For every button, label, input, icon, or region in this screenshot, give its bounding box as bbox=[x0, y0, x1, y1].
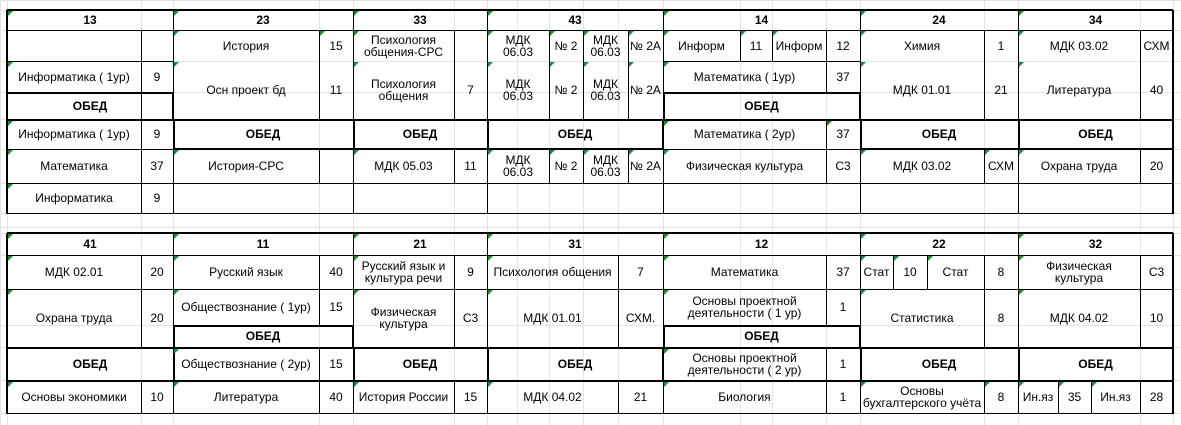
group-header-41[interactable]: 41 bbox=[83, 237, 97, 251]
cell-comment-marker bbox=[488, 31, 493, 36]
schedule-cell-23-p2[interactable]: Осн проект бд bbox=[206, 83, 286, 97]
room-cell-13-p3[interactable]: 9 bbox=[153, 127, 161, 141]
schedule-cell-41-p2[interactable]: Охрана труда bbox=[35, 311, 113, 325]
schedule-cell-31-p2[interactable]: МДК 01.01 bbox=[523, 311, 582, 325]
schedule-cell-12-p3[interactable]: Основы проектной деятельности ( 2 ур) bbox=[687, 350, 802, 377]
schedule-cell-12-p2[interactable]: Основы проектной деятельности ( 1 ур) bbox=[687, 294, 802, 320]
cell-comment-marker bbox=[488, 11, 493, 16]
cell-comment-marker bbox=[8, 150, 13, 155]
cell-comment-marker bbox=[1019, 150, 1024, 155]
room-cell-43-p1-b[interactable]: № 2А bbox=[630, 38, 661, 53]
table-border bbox=[628, 30, 629, 119]
table-border bbox=[7, 9, 1173, 11]
table-border bbox=[859, 325, 861, 347]
schedule-cell-11-p1[interactable]: Русский язык bbox=[209, 265, 283, 279]
lunch-cell-23[interactable]: ОБЕД bbox=[245, 127, 281, 141]
room-cell-32-p4-b[interactable]: 28 bbox=[1149, 389, 1164, 404]
cell-comment-marker bbox=[664, 31, 669, 36]
schedule-cell-22-p1-a[interactable]: Стат bbox=[863, 265, 890, 279]
gridline-horizontal bbox=[0, 227, 1181, 228]
room-cell-11-p1[interactable]: 40 bbox=[329, 265, 343, 279]
cell-comment-marker bbox=[629, 62, 634, 67]
lunch-cell-13[interactable]: ОБЕД bbox=[72, 98, 108, 113]
lunch-cell-14[interactable]: ОБЕД bbox=[744, 98, 779, 113]
room-cell-11-p3[interactable]: 15 bbox=[329, 356, 343, 371]
table-border bbox=[141, 30, 142, 213]
room-cell-14-p4[interactable]: С3 bbox=[835, 159, 851, 173]
empty-row-cells[interactable] bbox=[173, 183, 1173, 213]
cell-comment-marker bbox=[584, 31, 589, 36]
cell-comment-marker bbox=[8, 234, 13, 239]
cell-comment-marker bbox=[861, 11, 866, 16]
cell-comment-marker bbox=[985, 382, 990, 387]
room-cell-12-p2[interactable]: 1 bbox=[839, 300, 847, 314]
room-cell-22-p1-a[interactable]: 10 bbox=[903, 265, 917, 279]
cell-comment-marker bbox=[488, 382, 493, 387]
schedule-cell-31-p1[interactable]: Психология общения bbox=[493, 265, 612, 279]
schedule-cell-24-p2[interactable]: МДК 01.01 bbox=[892, 83, 952, 97]
table-border bbox=[173, 325, 175, 347]
room-cell-31-p1[interactable]: 7 bbox=[637, 265, 644, 279]
schedule-cell-11-p3[interactable]: Обществознание ( 2ур) bbox=[181, 356, 311, 371]
cell-comment-marker bbox=[174, 31, 179, 36]
room-cell-13-p5[interactable]: 9 bbox=[153, 191, 161, 205]
schedule-cell-11-p4[interactable]: Литература bbox=[213, 389, 279, 404]
cell-comment-marker bbox=[8, 256, 13, 261]
table-border bbox=[7, 30, 1173, 31]
schedule-cell-33-p2[interactable]: Психология общения bbox=[371, 77, 436, 103]
table-border bbox=[860, 148, 1173, 150]
lunch-cell-22[interactable]: ОБЕД bbox=[921, 356, 957, 371]
table-border bbox=[7, 119, 173, 121]
table-border bbox=[1140, 149, 1141, 183]
cell-comment-marker bbox=[741, 31, 746, 36]
room-cell-31-p2[interactable]: СХМ. bbox=[625, 311, 656, 325]
room-cell-21-p1[interactable]: 9 bbox=[467, 265, 474, 279]
group-header-12[interactable]: 12 bbox=[754, 237, 769, 251]
cell-comment-marker bbox=[827, 121, 832, 126]
schedule-cell-21-p2[interactable]: Физическая культура bbox=[370, 305, 437, 331]
cell-comment-marker bbox=[8, 382, 13, 387]
table-border bbox=[663, 325, 860, 327]
cell-comment-marker bbox=[861, 62, 866, 67]
cell-comment-marker bbox=[664, 349, 669, 354]
room-cell-43-p4-a[interactable]: № 2 bbox=[554, 159, 578, 173]
table-border bbox=[1172, 233, 1174, 414]
cell-comment-marker bbox=[629, 31, 634, 36]
group-header-33[interactable]: 33 bbox=[413, 13, 427, 27]
cell-comment-marker bbox=[174, 62, 179, 67]
table-border bbox=[487, 347, 489, 380]
cell-comment-marker bbox=[584, 62, 589, 67]
cell-comment-marker bbox=[861, 382, 866, 387]
schedule-cell-24-p4[interactable]: МДК 03.02 bbox=[892, 159, 952, 173]
cell-comment-marker bbox=[174, 11, 179, 16]
cell-comment-marker bbox=[354, 150, 359, 155]
room-cell-14-p1-b[interactable]: 12 bbox=[836, 38, 850, 53]
table-border bbox=[454, 30, 455, 119]
schedule-cell-23-p4[interactable]: История-СРС bbox=[208, 159, 284, 173]
cell-comment-marker bbox=[550, 62, 555, 67]
lunch-cell-21[interactable]: ОБЕД bbox=[402, 356, 438, 371]
room-cell-43-p2-a[interactable]: № 2 bbox=[554, 83, 578, 97]
room-cell-11-p4[interactable]: 40 bbox=[329, 389, 343, 404]
room-cell-23-p1[interactable]: 15 bbox=[329, 38, 343, 53]
table-border bbox=[1140, 380, 1141, 413]
lunch-cell-24[interactable]: ОБЕД bbox=[921, 127, 957, 141]
room-cell-32-p4-a[interactable]: 35 bbox=[1067, 389, 1082, 404]
table-border bbox=[1018, 347, 1020, 380]
room-cell-14-p2[interactable]: 37 bbox=[836, 69, 850, 84]
cell-comment-marker bbox=[584, 150, 589, 155]
cell-comment-marker bbox=[1092, 382, 1097, 387]
table-border bbox=[1140, 255, 1141, 347]
room-cell-13-p2[interactable]: 9 bbox=[153, 69, 161, 84]
table-border bbox=[7, 380, 1173, 382]
table-border bbox=[7, 289, 1173, 290]
cell-comment-marker bbox=[894, 256, 899, 261]
cell-comment-marker bbox=[985, 150, 990, 155]
cell-comment-marker bbox=[1019, 31, 1024, 36]
schedule-cell-14-p4[interactable]: Физическая культура bbox=[685, 159, 804, 173]
schedule-cell-14-p2[interactable]: Математика ( 1ур) bbox=[693, 69, 796, 84]
cell-comment-marker bbox=[8, 290, 13, 295]
table-border bbox=[860, 119, 1173, 121]
cell-comment-marker bbox=[488, 290, 493, 295]
room-cell-23-p4[interactable] bbox=[319, 149, 353, 183]
cell-comment-marker bbox=[861, 234, 866, 239]
room-cell-33-p2[interactable]: 7 bbox=[467, 83, 474, 97]
room-cell-24-p2[interactable]: 21 bbox=[994, 83, 1008, 97]
cell-comment-marker bbox=[8, 11, 13, 16]
group-header-43[interactable]: 43 bbox=[568, 13, 582, 27]
schedule-cell-22-p1-b[interactable]: Стат bbox=[942, 265, 969, 279]
cell-comment-marker bbox=[773, 31, 778, 36]
table-border bbox=[319, 255, 320, 325]
room-cell-13-p4[interactable]: 37 bbox=[150, 159, 164, 173]
cell-comment-marker bbox=[664, 382, 669, 387]
table-border bbox=[7, 413, 1173, 414]
cell-comment-marker bbox=[488, 62, 493, 67]
lunch-cell-43[interactable]: ОБЕД bbox=[557, 127, 593, 141]
cell-comment-marker bbox=[354, 382, 359, 387]
schedule-cell-43-p1-a[interactable]: МДК 06.03 bbox=[502, 32, 534, 59]
schedule-cell-14-p1-a[interactable]: Информ bbox=[678, 38, 725, 53]
table-border bbox=[172, 92, 174, 120]
schedule-cell-13-p2[interactable]: Информатика ( 1ур) bbox=[18, 69, 130, 84]
room-cell-43-p2-b[interactable]: № 2А bbox=[630, 83, 661, 97]
schedule-cell-21-p1[interactable]: Русский язык и культура речи bbox=[361, 259, 446, 285]
schedule-cell-13-p3[interactable]: Информатика ( 1ур) bbox=[18, 127, 130, 141]
schedule-cell-32-p4-a[interactable]: Ин.яз bbox=[1022, 389, 1054, 404]
lunch-cell-33[interactable]: ОБЕД bbox=[402, 127, 438, 141]
table-border bbox=[984, 255, 985, 347]
cell-comment-marker bbox=[354, 290, 359, 295]
cell-comment-marker bbox=[174, 290, 179, 295]
room-cell-21-p4[interactable]: 15 bbox=[463, 389, 478, 404]
cell-comment-marker bbox=[1019, 382, 1024, 387]
cell-comment-marker bbox=[861, 290, 866, 295]
cell-comment-marker bbox=[1019, 62, 1024, 67]
lunch-cell-34[interactable]: ОБЕД bbox=[1078, 127, 1113, 141]
room-cell-22-p2[interactable]: 8 bbox=[997, 311, 1005, 325]
schedule-cell-22-p2[interactable]: Статистика bbox=[890, 311, 954, 325]
schedule-cell-43-p2-a[interactable]: МДК 06.03 bbox=[502, 77, 534, 103]
schedule-cell-31-p4[interactable]: МДК 04.02 bbox=[523, 389, 582, 404]
cell-comment-marker bbox=[1059, 382, 1064, 387]
schedule-cell-22-p4[interactable]: Основы бухгалтерского учёта bbox=[862, 383, 982, 410]
cell-comment-marker bbox=[488, 150, 493, 155]
table-border bbox=[7, 61, 173, 62]
schedule-cell-24-p1[interactable]: Химия bbox=[903, 38, 941, 53]
group-header-13[interactable]: 13 bbox=[83, 13, 97, 27]
cell-comment-marker bbox=[664, 290, 669, 295]
table-border bbox=[1172, 10, 1174, 214]
group-header-11[interactable]: 11 bbox=[256, 237, 270, 251]
cell-comment-marker bbox=[664, 234, 669, 239]
group-header-31[interactable]: 31 bbox=[568, 237, 582, 251]
table-border bbox=[7, 92, 173, 94]
room-cell-14-p1-a[interactable]: 11 bbox=[749, 38, 763, 53]
schedule-cell-43-p4-b[interactable]: МДК 06.03 bbox=[590, 153, 621, 179]
schedule-cell-21-p4[interactable]: История России bbox=[358, 389, 449, 404]
room-cell-41-p4[interactable]: 10 bbox=[150, 389, 164, 404]
room-cell-34-p2[interactable]: 40 bbox=[1149, 83, 1164, 97]
table-border bbox=[1018, 119, 1020, 149]
room-cell-23-p2[interactable]: 11 bbox=[329, 83, 343, 97]
cell-comment-marker bbox=[861, 256, 866, 261]
cell-comment-marker bbox=[861, 31, 866, 36]
cell-comment-marker bbox=[320, 31, 325, 36]
cell-comment-marker bbox=[174, 234, 179, 239]
schedule-cell-43-p4-a[interactable]: МДК 06.03 bbox=[502, 153, 534, 179]
schedule-cell-14-p1-b[interactable]: Информ bbox=[775, 38, 823, 53]
lunch-cell-32[interactable]: ОБЕД bbox=[1078, 356, 1113, 371]
room-cell-32-p1[interactable]: С3 bbox=[1148, 265, 1165, 279]
group-header-24[interactable]: 24 bbox=[932, 13, 946, 27]
schedule-cell-43-p1-b[interactable]: МДК 06.03 bbox=[590, 32, 621, 59]
schedule-cell-41-p4[interactable]: Основы экономики bbox=[21, 389, 127, 404]
room-cell-43-p4-b[interactable]: № 2А bbox=[630, 159, 661, 173]
cell-comment-marker bbox=[664, 256, 669, 261]
table-border bbox=[454, 255, 455, 347]
table-border bbox=[487, 119, 489, 149]
cell-comment-marker bbox=[664, 11, 669, 16]
table-border bbox=[353, 347, 355, 380]
schedule-cell-13-p5[interactable]: Информатика bbox=[35, 191, 113, 205]
schedule-cell-33-p1[interactable]: Психология общения-СРС bbox=[364, 32, 443, 59]
table-border bbox=[663, 92, 860, 94]
group-header-22[interactable]: 22 bbox=[932, 237, 946, 251]
schedule-cell-23-p1[interactable]: История bbox=[222, 38, 270, 53]
cell-comment-marker bbox=[664, 62, 669, 67]
table-border bbox=[141, 380, 142, 413]
cell-comment-marker bbox=[354, 11, 359, 16]
group-header-34[interactable]: 34 bbox=[1088, 13, 1103, 27]
table-border bbox=[1140, 30, 1141, 119]
room-cell-22-p4[interactable]: 8 bbox=[997, 389, 1005, 404]
group-header-23[interactable]: 23 bbox=[256, 13, 270, 27]
table-border bbox=[7, 183, 1173, 184]
table-border bbox=[173, 148, 663, 150]
table-border bbox=[826, 119, 827, 183]
gridline-horizontal bbox=[0, 0, 1181, 1]
schedule-cell-32-p2[interactable]: МДК 04.02 bbox=[1049, 311, 1109, 325]
schedule-cell-12-p4[interactable]: Биология bbox=[718, 389, 771, 404]
table-border bbox=[7, 347, 1173, 349]
cell-comment-marker bbox=[354, 256, 359, 261]
table-border bbox=[173, 119, 175, 149]
schedule-cell-12-p1[interactable]: Математика bbox=[710, 265, 779, 279]
table-border bbox=[173, 325, 353, 327]
table-border bbox=[663, 92, 665, 119]
schedule-cell-34-p4[interactable]: Охрана труда bbox=[1040, 159, 1118, 173]
cell-comment-marker bbox=[174, 256, 179, 261]
room-cell-32-p2[interactable]: 10 bbox=[1149, 311, 1164, 325]
schedule-cell-13-p1[interactable] bbox=[7, 30, 141, 61]
room-cell-13-p1[interactable] bbox=[141, 30, 173, 61]
table-border bbox=[663, 325, 665, 347]
table-border bbox=[352, 325, 354, 347]
cell-comment-marker bbox=[488, 234, 493, 239]
cell-comment-marker bbox=[354, 31, 359, 36]
room-cell-12-p4[interactable]: 1 bbox=[839, 389, 847, 404]
table-border bbox=[618, 255, 619, 347]
cell-comment-marker bbox=[488, 256, 493, 261]
room-cell-12-p3[interactable]: 1 bbox=[839, 356, 847, 371]
cell-comment-marker bbox=[629, 150, 634, 155]
cell-comment-marker bbox=[174, 349, 179, 354]
room-cell-24-p4[interactable]: СХМ bbox=[988, 159, 1014, 173]
table-border bbox=[583, 30, 584, 119]
schedule-cell-41-p1[interactable]: МДК 02.01 bbox=[44, 265, 104, 279]
cell-comment-marker bbox=[550, 31, 555, 36]
table-border bbox=[549, 30, 550, 119]
table-border bbox=[141, 255, 142, 347]
lunch-cell-41[interactable]: ОБЕД bbox=[72, 356, 108, 371]
cell-comment-marker bbox=[174, 382, 179, 387]
schedule-cell-32-p1[interactable]: Физическая культура bbox=[1046, 259, 1112, 285]
room-cell-33-p4[interactable]: 11 bbox=[464, 159, 477, 173]
table-border bbox=[826, 255, 827, 325]
room-cell-41-p1[interactable]: 20 bbox=[150, 265, 164, 279]
group-header-32[interactable]: 32 bbox=[1088, 237, 1103, 251]
room-cell-43-p1-a[interactable]: № 2 bbox=[554, 38, 578, 53]
group-header-21[interactable]: 21 bbox=[413, 237, 427, 251]
room-cell-14-p3[interactable]: 37 bbox=[836, 127, 850, 141]
group-header-14[interactable]: 14 bbox=[754, 13, 769, 27]
table-border bbox=[7, 232, 1173, 234]
table-border bbox=[618, 380, 619, 413]
schedule-cell-32-p4-b[interactable]: Ин.яз bbox=[1100, 389, 1131, 404]
cell-comment-marker bbox=[8, 184, 13, 189]
room-cell-24-p1[interactable]: 1 bbox=[997, 38, 1005, 53]
cell-comment-marker bbox=[664, 121, 669, 126]
table-border bbox=[860, 119, 862, 149]
schedule-cell-13-p4[interactable]: Математика bbox=[40, 159, 108, 173]
table-border bbox=[7, 255, 1173, 256]
cell-comment-marker bbox=[1019, 290, 1024, 295]
lunch-cell-12[interactable]: ОБЕД bbox=[744, 329, 779, 343]
room-cell-21-p2[interactable]: С3 bbox=[462, 311, 479, 325]
lunch-cell-11[interactable]: ОБЕД bbox=[245, 329, 281, 343]
cell-comment-marker bbox=[550, 150, 555, 155]
room-cell-34-p1[interactable]: СХМ bbox=[1143, 38, 1170, 53]
schedule-cell-43-p2-b[interactable]: МДК 06.03 bbox=[590, 77, 621, 103]
cell-comment-marker bbox=[1019, 234, 1024, 239]
room-cell-34-p4[interactable]: 20 bbox=[1149, 159, 1164, 173]
table-border bbox=[319, 149, 320, 183]
cell-comment-marker bbox=[1019, 256, 1024, 261]
table-border bbox=[454, 380, 455, 413]
schedule-cell-34-p2[interactable]: Литература bbox=[1046, 83, 1112, 97]
room-cell-22-p1-b[interactable]: 8 bbox=[997, 265, 1005, 279]
cell-comment-marker bbox=[8, 62, 13, 67]
table-border bbox=[353, 119, 355, 149]
schedule-cell-33-p4[interactable]: МДК 05.03 bbox=[374, 159, 433, 173]
room-cell-31-p4[interactable]: 21 bbox=[633, 389, 648, 404]
table-border bbox=[7, 213, 1173, 214]
cell-comment-marker bbox=[174, 150, 179, 155]
table-border bbox=[984, 30, 985, 119]
schedule-cell-34-p1[interactable]: МДК 03.02 bbox=[1049, 38, 1109, 53]
table-border bbox=[454, 149, 455, 183]
cell-comment-marker bbox=[1019, 11, 1024, 16]
schedule-cell-14-p3[interactable]: Математика ( 2ур) bbox=[693, 127, 796, 141]
room-cell-41-p2[interactable]: 20 bbox=[150, 311, 164, 325]
schedule-cell-11-p2[interactable]: Обществознание ( 1ур) bbox=[181, 300, 311, 314]
cell-comment-marker bbox=[354, 234, 359, 239]
table-border bbox=[173, 119, 663, 121]
cell-comment-marker bbox=[861, 150, 866, 155]
table-border bbox=[860, 347, 862, 380]
room-cell-12-p1[interactable]: 37 bbox=[836, 265, 850, 279]
cell-comment-marker bbox=[354, 62, 359, 67]
cell-comment-marker bbox=[8, 121, 13, 126]
lunch-cell-31[interactable]: ОБЕД bbox=[557, 356, 593, 371]
cell-comment-marker bbox=[928, 256, 933, 261]
table-border bbox=[663, 61, 860, 62]
room-cell-33-p1[interactable] bbox=[454, 30, 487, 61]
cell-comment-marker bbox=[664, 150, 669, 155]
room-cell-11-p2[interactable]: 15 bbox=[329, 300, 343, 314]
table-border bbox=[319, 30, 320, 119]
table-border bbox=[859, 92, 861, 120]
